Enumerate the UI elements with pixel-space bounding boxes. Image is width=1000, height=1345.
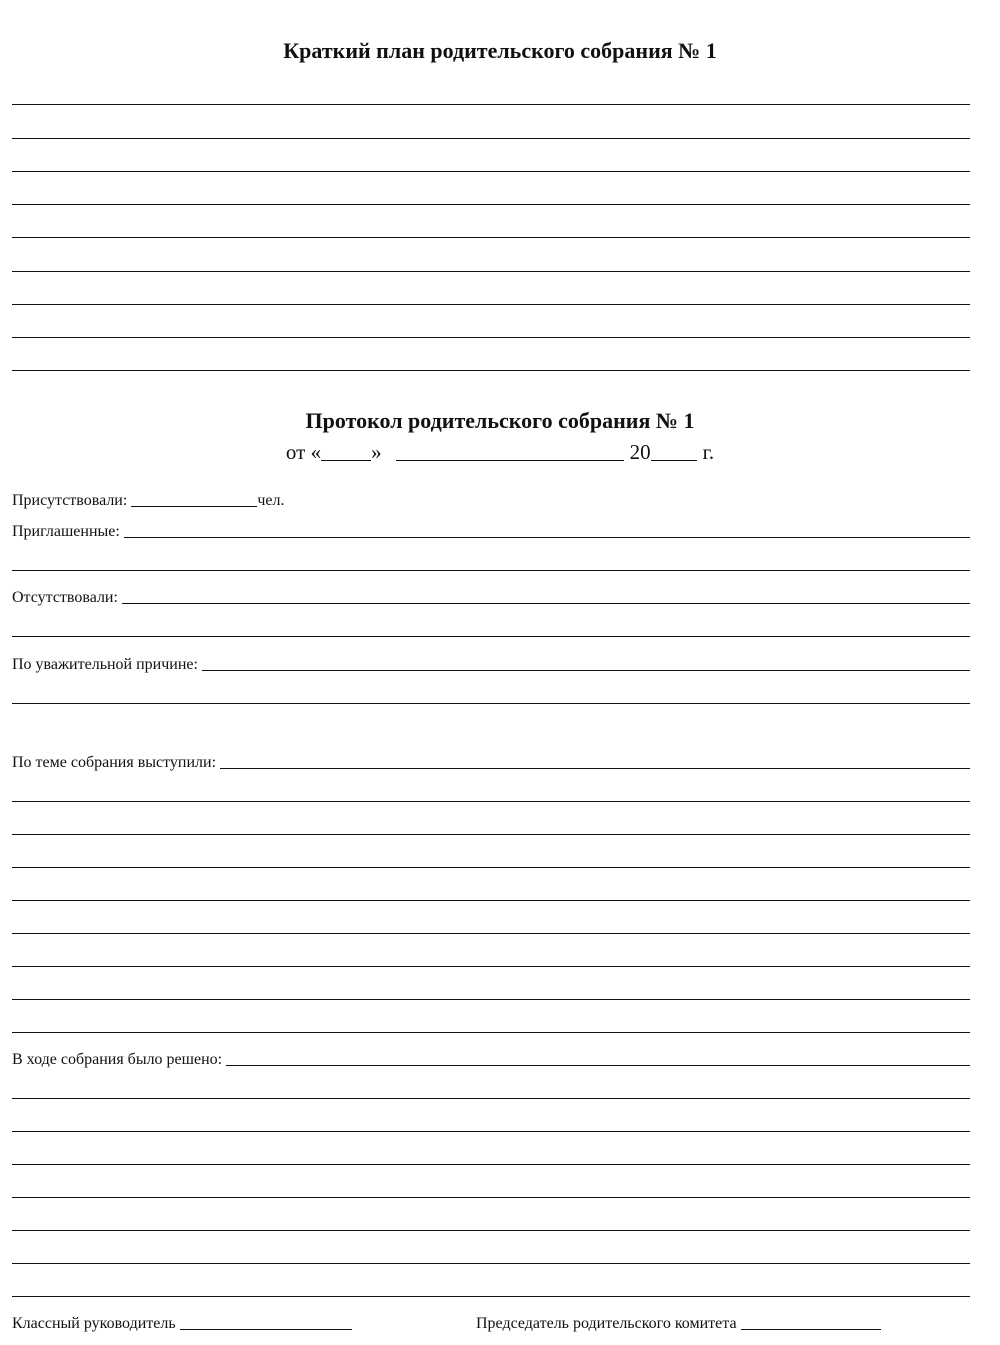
plan-line[interactable] <box>12 304 970 305</box>
date-suffix: г. <box>702 440 715 464</box>
year-field[interactable] <box>651 460 697 461</box>
chair-label: Председатель родительского комитета <box>476 1315 737 1332</box>
speakers-line[interactable] <box>12 933 970 934</box>
speakers-line[interactable] <box>12 867 970 868</box>
present-unit: чел. <box>257 492 285 509</box>
speakers-row <box>12 750 970 772</box>
date-quote-close: » <box>371 440 382 464</box>
speakers-line[interactable] <box>12 900 970 901</box>
absent-field[interactable] <box>122 603 970 604</box>
speakers-label: По теме собрания выступили: <box>12 754 217 771</box>
decided-label: В ходе собрания было решено: <box>12 1051 223 1068</box>
protocol-title: Протокол родительского собрания № 1 <box>305 408 695 433</box>
speakers-line[interactable] <box>12 1032 970 1033</box>
invited-line[interactable] <box>12 570 970 571</box>
plan-line[interactable] <box>12 271 970 272</box>
month-field[interactable] <box>396 460 624 461</box>
decided-line[interactable] <box>12 1164 970 1165</box>
excused-label: По уважительной причине: <box>12 656 198 673</box>
date-prefix: от « <box>285 440 322 464</box>
speakers-line[interactable] <box>12 801 970 802</box>
absent-label: Отсутствовали: <box>12 589 118 606</box>
plan-title: Краткий план родительского собрания № 1 <box>283 38 717 63</box>
day-field[interactable] <box>321 460 371 461</box>
present-count-field[interactable] <box>131 506 257 507</box>
chair-signature-field[interactable] <box>741 1329 881 1330</box>
plan-line[interactable] <box>12 204 970 205</box>
teacher-label: Классный руководитель <box>12 1315 176 1332</box>
date-year-prefix: 20 <box>629 440 651 464</box>
speakers-line[interactable] <box>12 966 970 967</box>
invited-field[interactable] <box>124 537 970 538</box>
invited-row <box>12 519 970 541</box>
plan-line[interactable] <box>12 104 970 105</box>
teacher-signature-field[interactable] <box>180 1329 352 1330</box>
decided-line[interactable] <box>12 1197 970 1198</box>
absent-line[interactable] <box>12 636 970 637</box>
plan-line[interactable] <box>12 237 970 238</box>
decided-line[interactable] <box>12 1131 970 1132</box>
excused-field[interactable] <box>202 670 970 671</box>
decided-row <box>12 1047 970 1069</box>
decided-line[interactable] <box>12 1296 970 1297</box>
decided-line[interactable] <box>12 1263 970 1264</box>
protocol-date <box>0 440 1000 465</box>
speakers-line[interactable] <box>12 834 970 835</box>
present-row <box>12 488 284 510</box>
plan-line[interactable] <box>12 370 970 371</box>
plan-line[interactable] <box>12 138 970 139</box>
teacher-signature <box>12 1311 352 1333</box>
excused-line[interactable] <box>12 703 970 704</box>
speakers-field[interactable] <box>220 768 970 769</box>
excused-row <box>12 652 970 674</box>
decided-field[interactable] <box>226 1065 970 1066</box>
plan-line[interactable] <box>12 171 970 172</box>
chair-signature <box>476 1311 881 1333</box>
decided-line[interactable] <box>12 1098 970 1099</box>
speakers-line[interactable] <box>12 999 970 1000</box>
present-label: Присутствовали: <box>12 492 128 509</box>
plan-line[interactable] <box>12 337 970 338</box>
decided-line[interactable] <box>12 1230 970 1231</box>
invited-label: Приглашенные: <box>12 523 120 540</box>
absent-row <box>12 585 970 607</box>
